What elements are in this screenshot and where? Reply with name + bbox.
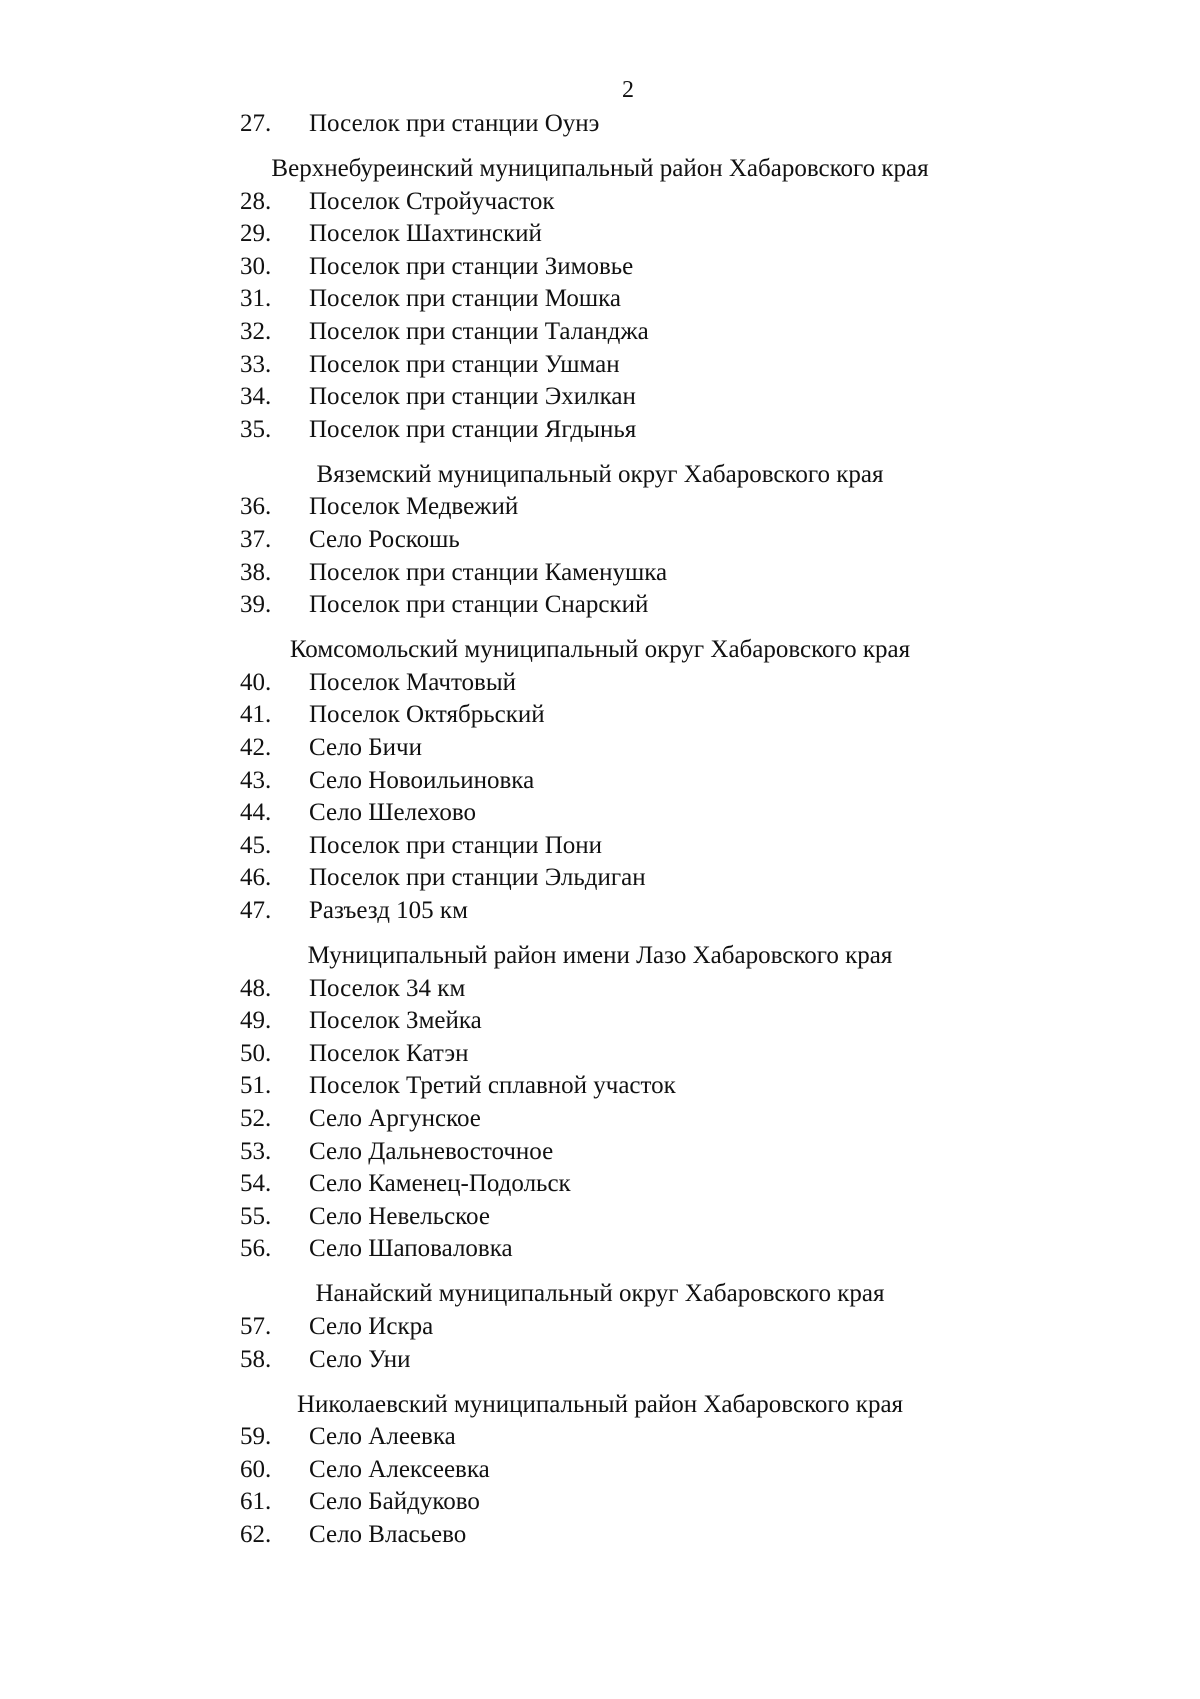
item-name: Поселок при станции Снарский (309, 591, 649, 619)
item-name: Поселок при станции Каменушка (309, 558, 668, 586)
section-heading: Комсомольский муниципальный округ Хабаровского края (289, 636, 911, 664)
item-number: 43. (240, 766, 272, 794)
item-name: Поселок при станции Мошка (309, 285, 621, 313)
item-name: Поселок Змейка (309, 1007, 482, 1035)
item-number: 58. (240, 1345, 272, 1373)
item-number: 57. (240, 1313, 272, 1340)
item-name: Село Алеевка (309, 1423, 456, 1451)
item-name: Поселок при станции Таланджа (309, 318, 649, 345)
item-number: 47. (240, 897, 272, 924)
item-number: 42. (240, 734, 272, 761)
item-number: 33. (240, 350, 272, 378)
item-number: 48. (240, 974, 272, 1002)
item-number: 46. (240, 864, 272, 892)
section-heading: Вяземский муниципальный округ Хабаровского края (316, 460, 884, 488)
page-number: 2 (622, 77, 634, 103)
item-name: Поселок Мачтовый (309, 668, 517, 696)
item-number: 53. (240, 1137, 272, 1165)
item-number: 29. (240, 220, 272, 248)
item-number: 62. (240, 1521, 272, 1548)
item-name: Село Шаповаловка (309, 1235, 513, 1263)
item-number: 37. (240, 526, 272, 553)
item-name: Поселок при станции Ушман (309, 350, 620, 378)
item-name: Село Уни (309, 1345, 411, 1373)
item-number: 54. (240, 1170, 272, 1198)
item-name: Село Аргунское (309, 1105, 481, 1132)
item-number: 28. (240, 187, 272, 215)
section-heading: Муниципальный район имени Лазо Хабаровского края (307, 942, 893, 969)
item-name: Поселок при станции Эльдиган (309, 864, 646, 892)
item-name: Село Власьево (309, 1521, 467, 1548)
item-name: Поселок при станции Зимовье (309, 252, 634, 280)
item-name: Село Шелехово (309, 799, 477, 827)
item-name: Село Байдуково (309, 1488, 480, 1516)
item-number: 51. (240, 1072, 272, 1100)
item-number: 38. (240, 558, 272, 586)
item-number: 31. (240, 285, 272, 313)
item-number: 55. (240, 1202, 272, 1230)
item-name: Поселок Медвежий (309, 493, 519, 521)
item-number: 30. (240, 252, 272, 280)
item-name: Село Новоильиновка (309, 766, 535, 794)
item-number: 41. (240, 701, 272, 729)
section-heading: Николаевский муниципальный район Хабаровского края (296, 1390, 904, 1418)
item-name: Село Алексеевка (309, 1455, 490, 1483)
item-name: Село Дальневосточное (309, 1137, 554, 1165)
item-number: 44. (240, 799, 272, 827)
item-name: Село Бичи (309, 734, 422, 761)
item-number: 60. (240, 1455, 272, 1483)
item-name: Поселок при станции Пони (309, 831, 603, 859)
item-number: 59. (240, 1423, 272, 1451)
item-number: 52. (240, 1105, 272, 1132)
item-number: 40. (240, 668, 272, 696)
item-name: Село Роскошь (309, 526, 460, 553)
item-number: 56. (240, 1235, 272, 1263)
item-name: Село Искра (309, 1313, 434, 1340)
item-number: 45. (240, 831, 272, 859)
item-number: 27. (240, 110, 272, 137)
item-number: 61. (240, 1488, 272, 1516)
item-number: 34. (240, 383, 272, 411)
item-name: Поселок Шахтинский (309, 220, 542, 248)
item-name: Поселок при станции Ягдынья (309, 415, 637, 443)
item-name: Поселок Стройучасток (309, 187, 555, 215)
section-heading: Верхнебуреинский муниципальный район Хабаровского края (271, 155, 929, 182)
item-number: 35. (240, 415, 272, 443)
item-name: Поселок при станции Эхилкан (309, 383, 636, 411)
item-number: 32. (240, 318, 272, 345)
item-number: 50. (240, 1039, 272, 1067)
section-heading: Нанайский муниципальный округ Хабаровского края (315, 1280, 885, 1308)
item-number: 49. (240, 1007, 272, 1035)
item-name: Поселок при станции Оунэ (309, 110, 600, 137)
item-name: Разъезд 105 км (309, 897, 468, 924)
item-number: 39. (240, 591, 272, 619)
item-name: Село Каменец-Подольск (309, 1170, 571, 1198)
item-name: Поселок Октябрьский (309, 701, 545, 729)
item-name: Поселок 34 км (309, 974, 466, 1002)
item-name: Поселок Третий сплавной участок (309, 1072, 676, 1100)
item-name: Село Невельское (309, 1202, 490, 1230)
item-name: Поселок Катэн (309, 1039, 469, 1067)
item-number: 36. (240, 493, 272, 521)
